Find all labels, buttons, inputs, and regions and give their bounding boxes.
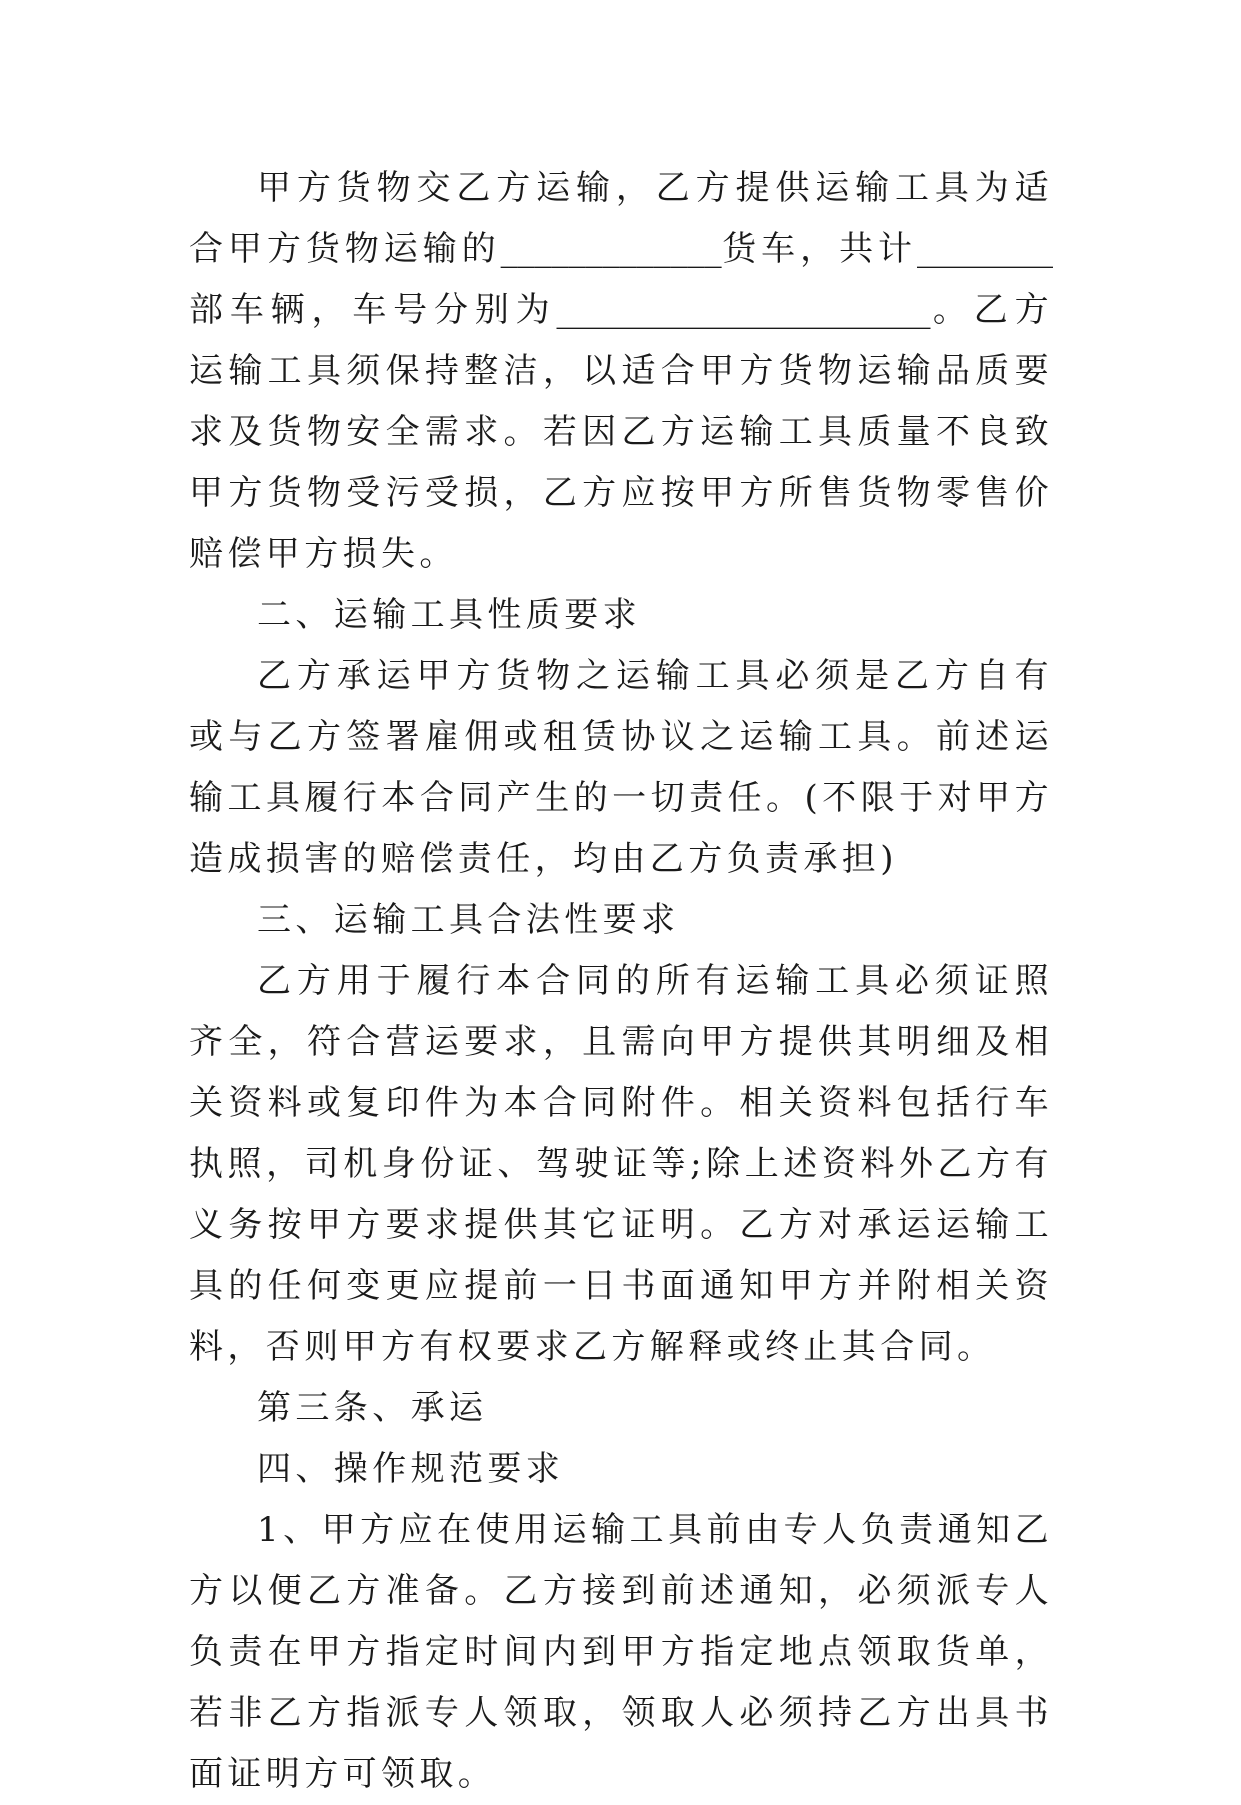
document-body [189,158,1053,1805]
blank-plate-numbers: ______________________ [556,290,931,330]
section-heading-vehicle-legality: 三、运输工具合法性要求 [257,900,680,940]
paragraph-text: 。乙方运输工具须保持整洁，以适合甲方货物运输品质要求及货物安全需求。若因乙方运输工具质量不良致甲方货物受污受损，乙方应按甲方所售货物零售价赔偿甲方损失。 [189,290,1053,574]
paragraph-text: 货车，共计 [721,229,917,269]
section-heading-operation: 四、操作规范要求 [257,1449,565,1489]
section-heading-vehicle-nature: 二、运输工具性质要求 [257,595,641,635]
paragraph-operation-1: 1、甲方应在使用运输工具前由专人负责通知乙方以便乙方准备。乙方接到前述通知，必须派专人负责在甲方指定时间内到甲方指定地点领取货单，若非乙方指派专人领取，领取人必须持乙方出具书面证明方可领取。 [189,1510,1053,1794]
paragraph-text: 甲方货物交乙方运输，乙方提供运输工具为适合甲方货物运输的 [189,168,1053,269]
paragraph-vehicle-provision [189,158,1053,585]
paragraph-vehicle-nature: 乙方承运甲方货物之运输工具必须是乙方自有或与乙方签署雇佣或租赁协议之运输工具。前述运输工具履行本合同产生的一切责任。(不限于对甲方造成损害的赔偿责任，均由乙方负责承担) [189,656,1053,879]
paragraph-text: 部车辆，车号分别为 [189,290,557,330]
blank-vehicle-count: ________ [917,229,1053,269]
blank-vehicle-type: _____________ [500,229,722,269]
paragraph-vehicle-legality: 乙方用于履行本合同的所有运输工具必须证照齐全，符合营运要求，且需向甲方提供其明细及相关资料或复印件为本合同附件。相关资料包括行车执照，司机身份证、驾驶证等;除上述资料外乙方有义务按甲方要求提供其它证明。乙方对承运运输工具的任何变更应提前一日书面通知甲方并附相关资料，否则甲方有权要求乙方解释或终止其合同。 [189,961,1053,1367]
article-heading-carriage: 第三条、承运 [257,1388,488,1428]
